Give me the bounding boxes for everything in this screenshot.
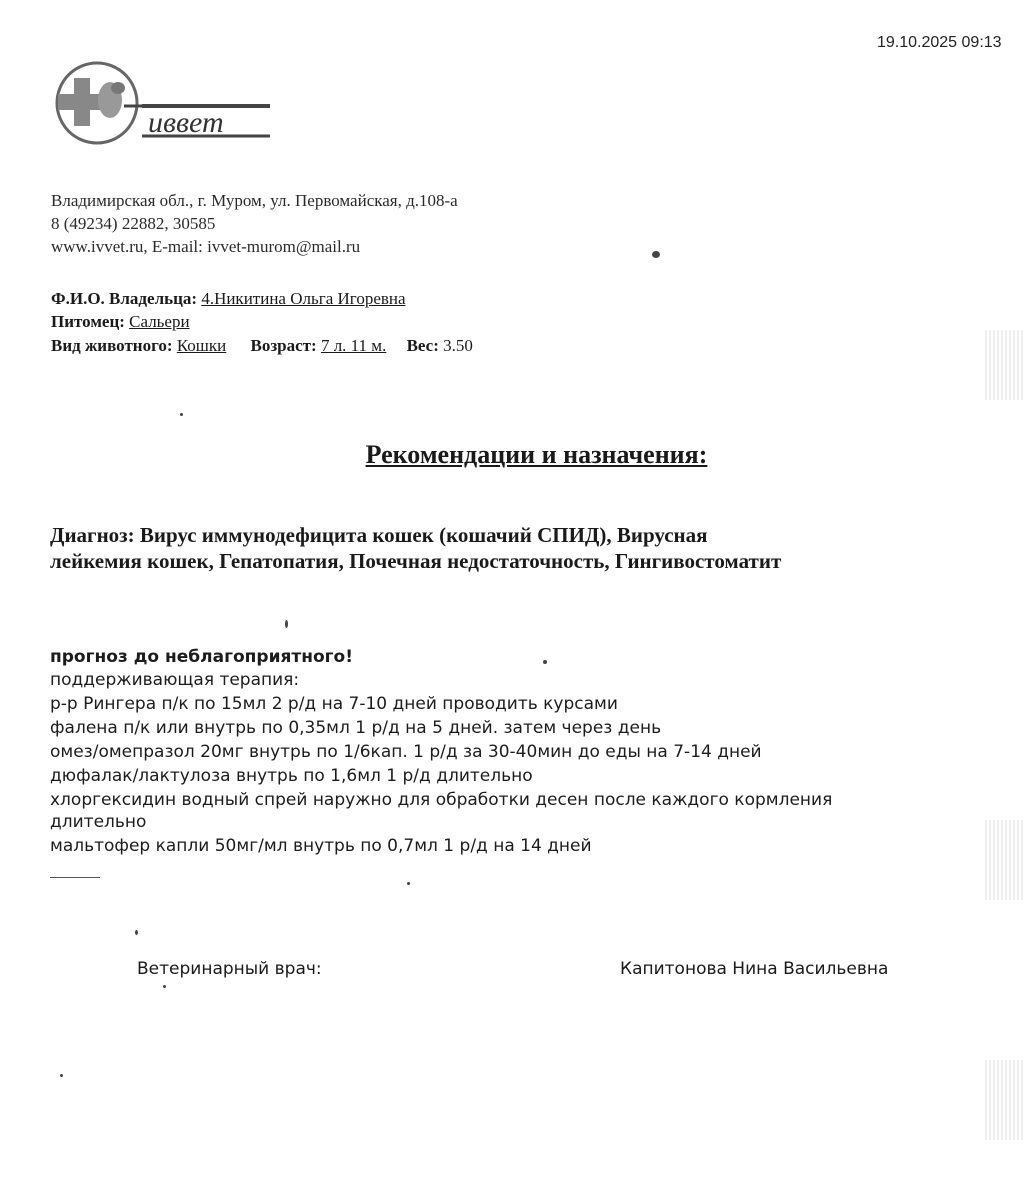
scan-speck	[135, 930, 138, 935]
species-row	[51, 336, 473, 356]
prescription-line: фалена п/к или внутрь по 0,35мл 1 р/д на 5 дней. затем через день	[50, 718, 662, 738]
diagnosis	[50, 522, 1025, 574]
weight-label: Вес:	[406, 336, 439, 355]
doctor-name: Капитонова Нина Васильевна	[620, 959, 889, 979]
owner-value: 4.Никитина Ольга Игоревна	[201, 289, 406, 308]
clinic-logo-graphic	[52, 58, 282, 148]
diagnosis-line-2: лейкемия кошек, Гепатопатия, Почечная недостаточность, Гингивостоматит	[50, 549, 782, 573]
owner-row	[51, 289, 406, 309]
scan-speck	[180, 413, 183, 416]
diagnosis-line-1: Диагноз: Вирус иммунодефицита кошек (кошачий СПИД), Вирусная	[50, 523, 708, 547]
scan-speck	[543, 660, 547, 664]
age-value: 7 л. 11 м.	[320, 336, 387, 355]
scan-speck	[285, 620, 288, 628]
weight-value: 3.50	[443, 336, 473, 355]
pet-label: Питомец:	[51, 312, 125, 331]
prescription-line: хлоргексидин водный спрей наружно для обработки десен после каждого кормления	[50, 790, 833, 810]
pet-row	[51, 312, 190, 332]
signature-label: Ветеринарный врач:	[137, 959, 322, 979]
page-title: Рекомендации и назначения:	[365, 440, 708, 469]
owner-label: Ф.И.О. Владельца:	[51, 289, 198, 308]
scan-edge-noise	[985, 330, 1025, 400]
clinic-logo	[52, 58, 282, 148]
clinic-phone: 8 (49234) 22882, 30585	[51, 214, 216, 233]
scan-edge-noise	[985, 820, 1025, 900]
scan-speck	[652, 251, 660, 258]
prescription-line: омез/омепразол 20мг внутрь по 1/6кап. 1 р/д за 30-40мин до еды на 7-14 дней	[50, 742, 762, 762]
prognosis: прогноз до неблагоприятного!	[50, 647, 353, 667]
age-label: Возраст:	[250, 336, 317, 355]
prescription-line: мальтофер капли 50мг/мл внутрь по 0,7мл 1 р/д на 14 дней	[50, 836, 592, 856]
divider	[50, 877, 100, 878]
prescription-line: длительно	[50, 812, 147, 832]
scan-speck	[60, 1074, 63, 1077]
scan-speck	[163, 985, 166, 988]
species-label: Вид животного:	[51, 336, 173, 355]
logo-wordmark: иввет	[148, 106, 224, 139]
pet-value: Сальери	[129, 312, 190, 331]
prescription-line: дюфалак/лактулоза внутрь по 1,6мл 1 р/д длительно	[50, 766, 533, 786]
therapy-header: поддерживающая терапия:	[50, 670, 300, 690]
clinic-address: Владимирская обл., г. Муром, ул. Первомайская, д.108-а	[51, 191, 458, 210]
scan-edge-noise	[985, 1060, 1025, 1140]
scan-speck	[407, 882, 410, 885]
species-value: Кошки	[176, 336, 227, 355]
print-timestamp: 19.10.2025 09:13	[877, 34, 1002, 51]
clinic-web: www.ivvet.ru, E-mail: ivvet-murom@mail.ru	[51, 237, 361, 256]
prescription-line: р-р Рингера п/к по 15мл 2 р/д на 7-10 дней проводить курсами	[50, 694, 618, 714]
